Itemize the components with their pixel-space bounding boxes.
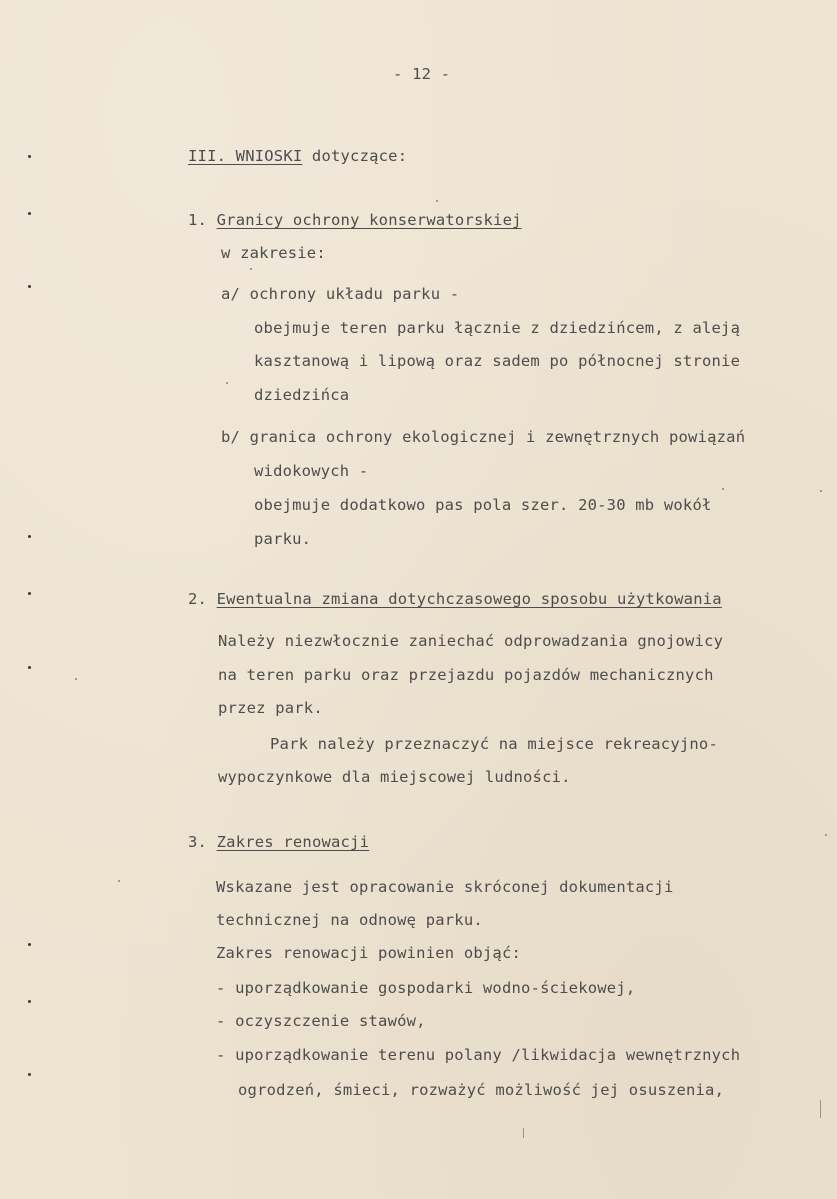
paper-speck <box>250 268 252 270</box>
point-1b-line: parku. <box>254 530 312 548</box>
point-3-item-continuation: ogrodzeń, śmieci, rozważyć możliwość jej osuszenia, <box>238 1081 725 1099</box>
point-1b-label: b/ granica ochrony ekologicznej i zewnętrznych powiązań <box>221 428 746 446</box>
paper-speck <box>825 834 827 836</box>
paper-speck <box>820 490 822 492</box>
point-2-line: Należy niezwłocznie zaniechać odprowadzania gnojowicy <box>218 632 724 650</box>
point-1-number: 1. <box>188 211 208 229</box>
point-1a-label: a/ ochrony układu parku - <box>221 285 460 303</box>
margin-dot <box>28 155 31 158</box>
point-2-line: wypoczynkowe dla miejscowej ludności. <box>218 768 571 786</box>
point-1a-line: obejmuje teren parku łącznie z dziedzińcem, z aleją <box>254 319 741 337</box>
margin-dot <box>28 1073 31 1076</box>
paper-speck <box>118 880 120 882</box>
point-1-title: Granicy ochrony konserwatorskiej <box>216 211 522 229</box>
point-2-line: Park należy przeznaczyć na miejsce rekreacyjno- <box>270 735 718 753</box>
point-3-line: Wskazane jest opracowanie skróconej dokumentacji <box>216 878 674 896</box>
point-3-item: - uporządkowanie terenu polany /likwidacja wewnętrznych <box>216 1046 741 1064</box>
paper-speck <box>75 678 77 680</box>
section-heading-rest: dotyczące: <box>302 147 408 165</box>
margin-dot <box>28 535 31 538</box>
paper-speck <box>436 200 438 202</box>
point-3-item: - uporządkowanie gospodarki wodno-ściekowej, <box>216 979 636 997</box>
point-1-scope: w zakresie: <box>221 244 326 262</box>
page-number: - 12 - <box>393 65 451 83</box>
point-3-heading <box>188 832 369 852</box>
point-3-number: 3. <box>188 833 208 851</box>
point-1-heading <box>188 210 522 230</box>
point-2-line: przez park. <box>218 699 323 717</box>
margin-dot <box>28 666 31 669</box>
point-3-line: technicznej na odnowę parku. <box>216 911 483 929</box>
point-2-title: Ewentualna zmiana dotychczasowego sposobu użytkowania <box>216 590 722 608</box>
point-3-title: Zakres renowacji <box>216 833 370 851</box>
margin-dot <box>28 1000 31 1003</box>
margin-dot <box>28 592 31 595</box>
point-2-line: na teren parku oraz przejazdu pojazdów mechanicznych <box>218 666 714 684</box>
margin-dot <box>28 212 31 215</box>
margin-dot <box>28 285 31 288</box>
point-1a-line: dziedzińca <box>254 386 350 404</box>
point-2-number: 2. <box>188 590 208 608</box>
point-2-heading <box>188 589 722 609</box>
margin-dot <box>28 943 31 946</box>
point-1b-line: widokowych - <box>254 462 369 480</box>
point-1a-line: kasztanową i lipową oraz sadem po północnej stronie <box>254 352 741 370</box>
paper-speck <box>226 382 228 384</box>
section-numeral: III. WNIOSKI <box>188 147 303 165</box>
point-1b-line: obejmuje dodatkowo pas pola szer. 20-30 mb wokół <box>254 496 712 514</box>
paper-speck <box>722 488 724 490</box>
point-3-line: Zakres renowacji powinien objąć: <box>216 944 522 962</box>
paper-mark <box>523 1128 524 1138</box>
paper-mark <box>820 1100 821 1118</box>
section-heading <box>188 146 407 166</box>
point-3-item: - oczyszczenie stawów, <box>216 1012 426 1030</box>
